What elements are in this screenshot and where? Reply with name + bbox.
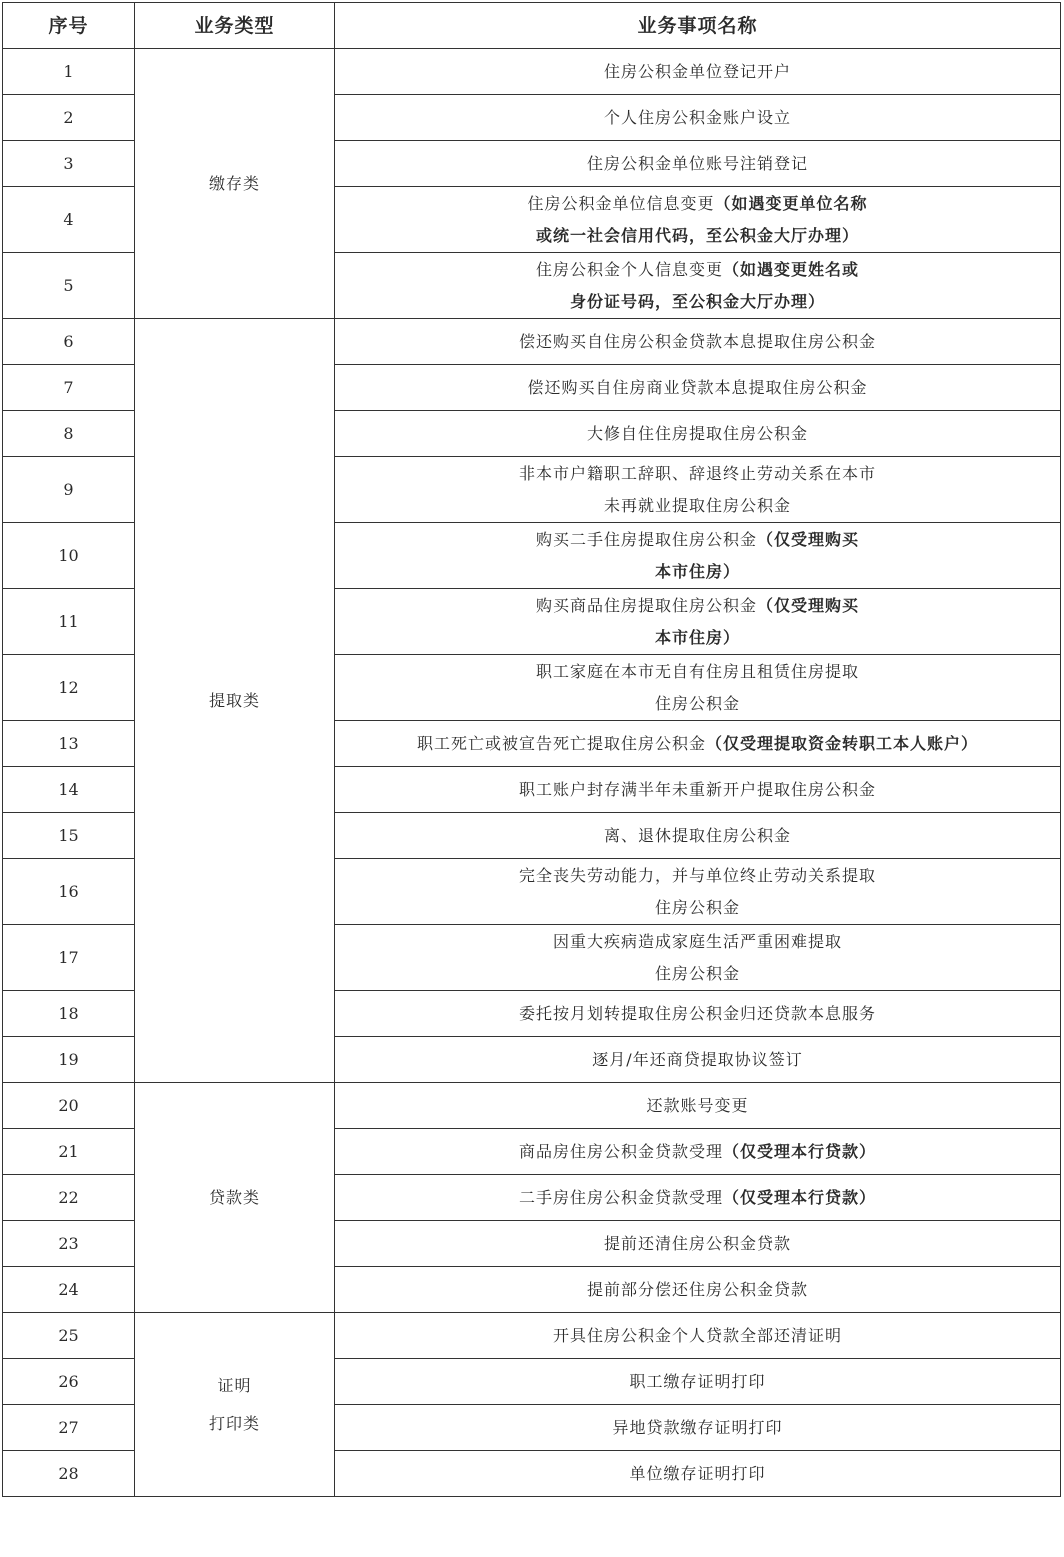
item-name-cell xyxy=(335,365,1061,411)
row-number: 1 xyxy=(3,49,135,95)
item-name-line xyxy=(341,148,1054,180)
item-name-line xyxy=(341,490,1054,522)
item-name-cell xyxy=(335,457,1061,523)
item-name-text: 职工家庭在本市无自有住房且租赁住房提取 xyxy=(535,661,859,681)
row-number: 14 xyxy=(3,767,135,813)
item-note-text: （仅受理本行贷款） xyxy=(723,1187,877,1207)
row-number: 18 xyxy=(3,991,135,1037)
item-name-text: 离、退休提取住房公积金 xyxy=(603,825,791,845)
item-name-text: 住房公积金 xyxy=(654,963,740,983)
row-number: 20 xyxy=(3,1083,135,1129)
item-name-text: 商品房住房公积金贷款受理 xyxy=(518,1141,723,1161)
item-name-text: 购买二手住房提取住房公积金 xyxy=(535,529,757,549)
item-name-line xyxy=(341,524,1054,556)
item-name-text: 住房公积金单位登记开户 xyxy=(603,61,791,81)
item-name-line xyxy=(341,418,1054,450)
table-row xyxy=(3,1083,1061,1129)
row-number: 22 xyxy=(3,1175,135,1221)
item-name-cell xyxy=(335,319,1061,365)
item-name-line xyxy=(341,1366,1054,1398)
item-name-cell xyxy=(335,925,1061,991)
row-number: 23 xyxy=(3,1221,135,1267)
item-note-text: 身份证号码，至公积金大厅办理） xyxy=(569,291,825,311)
item-name-text: 还款账号变更 xyxy=(646,1095,749,1115)
item-note-text: （仅受理购买 xyxy=(757,595,860,615)
table-body xyxy=(3,49,1061,1497)
category-label: 打印类 xyxy=(208,1413,260,1433)
item-name-text: 二手房住房公积金贷款受理 xyxy=(518,1187,723,1207)
item-note-text: （如遇变更姓名或 xyxy=(723,259,860,279)
item-name-line xyxy=(341,326,1054,358)
item-name-text: 逐月/年还商贷提取协议签订 xyxy=(592,1049,803,1069)
category-cell xyxy=(135,319,335,1083)
item-name-cell xyxy=(335,1313,1061,1359)
item-name-line xyxy=(341,998,1054,1030)
header-row xyxy=(3,3,1061,49)
item-name-line xyxy=(341,958,1054,990)
item-name-text: 开具住房公积金个人贷款全部还清证明 xyxy=(552,1325,842,1345)
category-cell xyxy=(135,1313,335,1497)
item-name-cell xyxy=(335,1267,1061,1313)
item-name-line xyxy=(341,1320,1054,1352)
table-row xyxy=(3,319,1061,365)
category-cell xyxy=(135,1083,335,1313)
header-item-name: 业务事项名称 xyxy=(335,3,1061,49)
item-name-line xyxy=(341,728,1054,760)
row-number: 3 xyxy=(3,141,135,187)
item-name-line xyxy=(341,622,1054,654)
business-items-table xyxy=(2,2,1061,1497)
item-name-cell xyxy=(335,141,1061,187)
item-name-text: 偿还购买自住房商业贷款本息提取住房公积金 xyxy=(527,377,868,397)
item-name-line xyxy=(341,102,1054,134)
item-name-text: 异地贷款缴存证明打印 xyxy=(612,1417,783,1437)
table-row xyxy=(3,1313,1061,1359)
row-number: 11 xyxy=(3,589,135,655)
item-name-text: 住房公积金单位账号注销登记 xyxy=(586,153,808,173)
category-label: 贷款类 xyxy=(208,1187,260,1207)
item-name-cell xyxy=(335,253,1061,319)
row-number: 16 xyxy=(3,859,135,925)
item-name-cell xyxy=(335,859,1061,925)
item-name-line xyxy=(341,286,1054,318)
row-number: 12 xyxy=(3,655,135,721)
item-name-cell xyxy=(335,1083,1061,1129)
item-name-line xyxy=(341,1182,1054,1214)
item-name-cell xyxy=(335,1451,1061,1497)
row-number: 7 xyxy=(3,365,135,411)
row-number: 15 xyxy=(3,813,135,859)
row-number: 24 xyxy=(3,1267,135,1313)
row-number: 26 xyxy=(3,1359,135,1405)
item-name-text: 住房公积金个人信息变更 xyxy=(535,259,723,279)
item-name-line xyxy=(341,774,1054,806)
item-name-line xyxy=(341,1044,1054,1076)
row-number: 9 xyxy=(3,457,135,523)
item-name-line xyxy=(341,254,1054,286)
item-name-cell xyxy=(335,767,1061,813)
item-name-line xyxy=(341,820,1054,852)
row-number: 2 xyxy=(3,95,135,141)
item-note-text: 或统一社会信用代码，至公积金大厅办理） xyxy=(535,225,859,245)
item-name-text: 非本市户籍职工辞职、辞退终止劳动关系在本市 xyxy=(518,463,876,483)
item-name-line xyxy=(341,458,1054,490)
item-name-text: 委托按月划转提取住房公积金归还贷款本息服务 xyxy=(518,1003,876,1023)
row-number: 17 xyxy=(3,925,135,991)
item-name-line xyxy=(341,656,1054,688)
item-name-cell xyxy=(335,655,1061,721)
row-number: 5 xyxy=(3,253,135,319)
row-number: 19 xyxy=(3,1037,135,1083)
row-number: 21 xyxy=(3,1129,135,1175)
item-name-cell xyxy=(335,1129,1061,1175)
item-name-text: 完全丧失劳动能力，并与单位终止劳动关系提取 xyxy=(518,865,876,885)
item-name-text: 职工账户封存满半年未重新开户提取住房公积金 xyxy=(518,779,876,799)
item-name-cell xyxy=(335,1037,1061,1083)
item-name-line xyxy=(341,892,1054,924)
item-name-line xyxy=(341,220,1054,252)
item-name-line xyxy=(341,1090,1054,1122)
item-note-text: 本市住房） xyxy=(654,627,740,647)
item-name-text: 未再就业提取住房公积金 xyxy=(603,495,791,515)
item-name-line xyxy=(341,1136,1054,1168)
item-name-cell xyxy=(335,1405,1061,1451)
item-name-line xyxy=(341,926,1054,958)
item-name-line xyxy=(341,188,1054,220)
item-name-text: 住房公积金单位信息变更 xyxy=(527,193,715,213)
table-row xyxy=(3,49,1061,95)
item-name-text: 因重大疾病造成家庭生活严重困难提取 xyxy=(552,931,842,951)
item-name-cell xyxy=(335,813,1061,859)
item-name-text: 职工死亡或被宣告死亡提取住房公积金 xyxy=(416,733,706,753)
item-name-line xyxy=(341,56,1054,88)
item-name-text: 提前部分偿还住房公积金贷款 xyxy=(586,1279,808,1299)
item-note-text: 本市住房） xyxy=(654,561,740,581)
item-name-line xyxy=(341,688,1054,720)
row-number: 4 xyxy=(3,187,135,253)
item-name-cell xyxy=(335,1175,1061,1221)
item-name-cell xyxy=(335,49,1061,95)
item-name-cell xyxy=(335,1359,1061,1405)
item-name-text: 个人住房公积金账户设立 xyxy=(603,107,791,127)
item-name-cell xyxy=(335,95,1061,141)
item-name-line xyxy=(341,372,1054,404)
row-number: 6 xyxy=(3,319,135,365)
item-name-text: 偿还购买自住房公积金贷款本息提取住房公积金 xyxy=(518,331,876,351)
row-number: 25 xyxy=(3,1313,135,1359)
item-name-cell xyxy=(335,721,1061,767)
item-name-line xyxy=(341,556,1054,588)
item-name-line xyxy=(341,1458,1054,1490)
item-name-text: 住房公积金 xyxy=(654,693,740,713)
item-name-cell xyxy=(335,1221,1061,1267)
category-label: 缴存类 xyxy=(208,173,260,193)
item-name-cell xyxy=(335,991,1061,1037)
category-label: 证明 xyxy=(217,1375,252,1395)
category-cell xyxy=(135,49,335,319)
item-note-text: （仅受理提取资金转职工本人账户） xyxy=(706,733,979,753)
item-name-line xyxy=(341,1412,1054,1444)
row-number: 8 xyxy=(3,411,135,457)
item-note-text: （仅受理本行贷款） xyxy=(723,1141,877,1161)
item-name-cell xyxy=(335,589,1061,655)
item-name-text: 住房公积金 xyxy=(654,897,740,917)
item-name-line xyxy=(341,1228,1054,1260)
item-name-cell xyxy=(335,187,1061,253)
row-number: 10 xyxy=(3,523,135,589)
item-name-text: 大修自住住房提取住房公积金 xyxy=(586,423,808,443)
item-note-text: （仅受理购买 xyxy=(757,529,860,549)
category-label: 提取类 xyxy=(208,690,260,710)
item-name-text: 购买商品住房提取住房公积金 xyxy=(535,595,757,615)
item-name-cell xyxy=(335,411,1061,457)
row-number: 13 xyxy=(3,721,135,767)
row-number: 27 xyxy=(3,1405,135,1451)
header-category: 业务类型 xyxy=(135,3,335,49)
item-name-text: 职工缴存证明打印 xyxy=(629,1371,766,1391)
item-name-line xyxy=(341,860,1054,892)
header-seq: 序号 xyxy=(3,3,135,49)
item-note-text: （如遇变更单位名称 xyxy=(714,193,868,213)
row-number: 28 xyxy=(3,1451,135,1497)
item-name-text: 单位缴存证明打印 xyxy=(629,1463,766,1483)
item-name-cell xyxy=(335,523,1061,589)
item-name-text: 提前还清住房公积金贷款 xyxy=(603,1233,791,1253)
item-name-line xyxy=(341,590,1054,622)
item-name-line xyxy=(341,1274,1054,1306)
